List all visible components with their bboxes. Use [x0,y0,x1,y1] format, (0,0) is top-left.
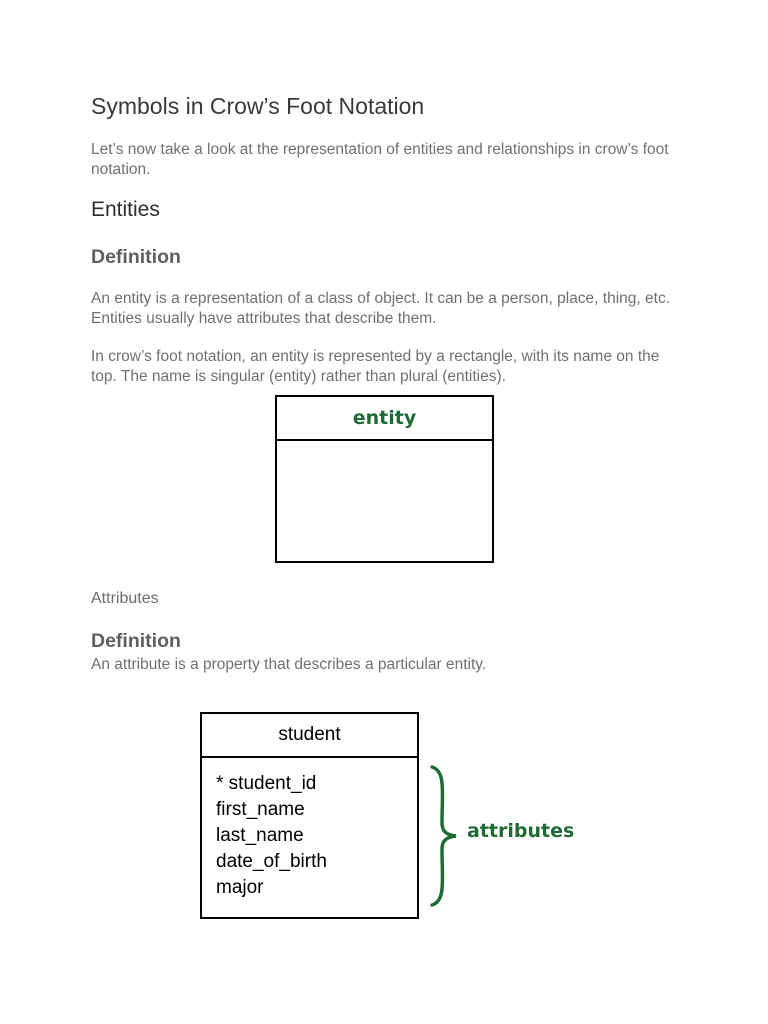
entities-definition-heading: Definition [91,246,181,268]
attribute-item: first_name [216,799,305,820]
intro-paragraph: Let’s now take a look at the representation of entities and relationships in crow’s foot notation. [91,141,669,178]
attribute-item: * student_id [216,773,317,794]
attributes-definition-heading: Definition [91,630,181,652]
entity-diagram-label: entity [277,397,492,441]
page-title: Symbols in Crow’s Foot Notation [91,93,425,119]
entity-definition-paragraph: An entity is a representation of a class of object. It can be a person, place, thing, etc. Entities usually have attributes that describe them. [91,290,671,327]
student-entity-diagram [200,712,419,919]
attribute-item: date_of_birth [216,851,327,872]
attribute-item: major [216,877,264,898]
student-entity-name: student [202,714,417,758]
entities-heading: Entities [91,198,160,221]
attribute-item: last_name [216,825,304,846]
attributes-heading: Attributes [91,590,159,607]
entity-notation-paragraph: In crow’s foot notation, an entity is represented by a rectangle, with its name on the top. The name is singular (entity) rather than plural (entities). [91,348,660,385]
attribute-list [202,758,417,901]
attributes-brace-label: attributes [467,820,575,842]
attribute-definition-paragraph: An attribute is a property that describes a particular entity. [91,656,487,673]
entity-diagram [275,395,494,563]
curly-brace-icon [428,763,468,909]
